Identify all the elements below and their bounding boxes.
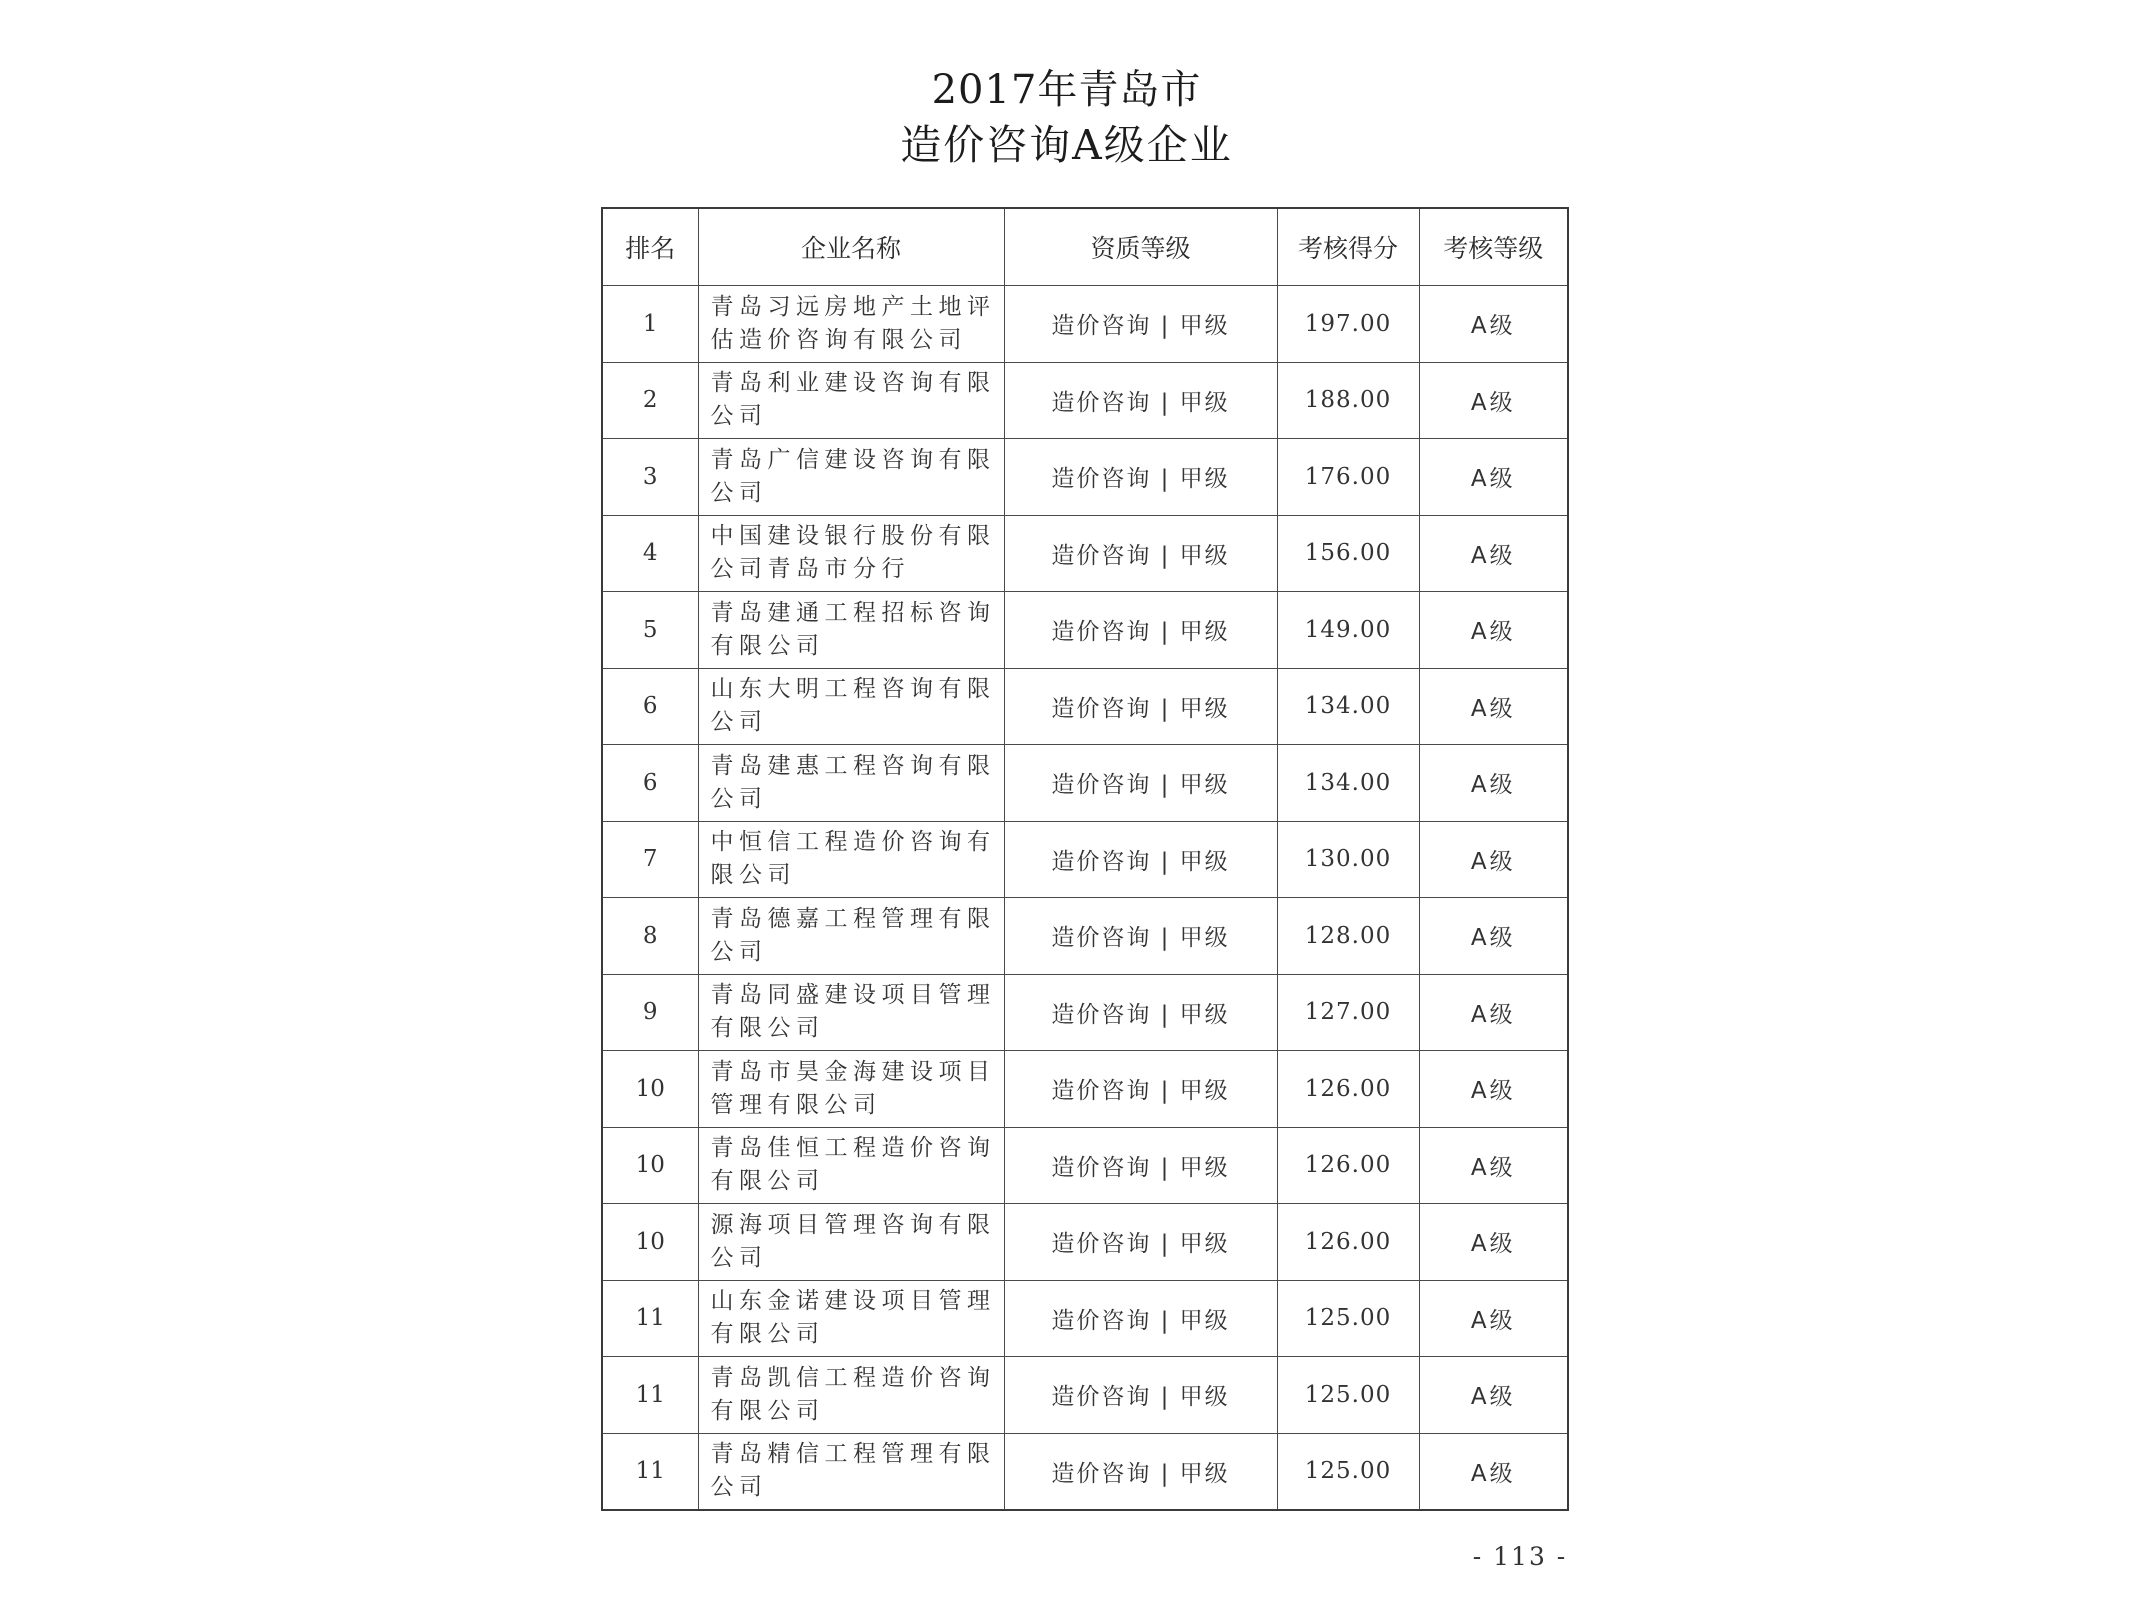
company-name-cell: 青岛凯信工程造价咨询有限公司 xyxy=(698,1357,1004,1434)
enterprise-ranking-table xyxy=(601,207,1569,1511)
level-cell: A级 xyxy=(1419,821,1568,898)
company-name-cell: 青岛德嘉工程管理有限公司 xyxy=(698,898,1004,975)
rank-cell: 2 xyxy=(602,362,698,439)
table-row xyxy=(602,1357,1568,1434)
qualification-cell: 造价咨询 | 甲级 xyxy=(1004,592,1277,669)
score-cell: 126.00 xyxy=(1277,1204,1419,1281)
company-name-cell: 中国建设银行股份有限公司青岛市分行 xyxy=(698,515,1004,592)
header-level: 考核等级 xyxy=(1419,208,1568,286)
rank-cell: 6 xyxy=(602,745,698,822)
table-header-row xyxy=(602,208,1568,286)
rank-cell: 10 xyxy=(602,1051,698,1128)
table-row xyxy=(602,592,1568,669)
level-cell: A级 xyxy=(1419,1280,1568,1357)
table-row xyxy=(602,286,1568,363)
table-row xyxy=(602,668,1568,745)
qualification-cell: 造价咨询 | 甲级 xyxy=(1004,668,1277,745)
table-row xyxy=(602,745,1568,822)
level-cell: A级 xyxy=(1419,439,1568,516)
company-name-cell: 山东大明工程咨询有限公司 xyxy=(698,668,1004,745)
score-cell: 125.00 xyxy=(1277,1357,1419,1434)
company-name-cell: 青岛佳恒工程造价咨询有限公司 xyxy=(698,1127,1004,1204)
header-score: 考核得分 xyxy=(1277,208,1419,286)
rank-cell: 3 xyxy=(602,439,698,516)
level-cell: A级 xyxy=(1419,286,1568,363)
score-cell: 156.00 xyxy=(1277,515,1419,592)
qualification-cell: 造价咨询 | 甲级 xyxy=(1004,515,1277,592)
level-cell: A级 xyxy=(1419,1051,1568,1128)
company-name-cell: 青岛利业建设咨询有限公司 xyxy=(698,362,1004,439)
company-name-cell: 源海项目管理咨询有限公司 xyxy=(698,1204,1004,1281)
level-cell: A级 xyxy=(1419,1204,1568,1281)
level-cell: A级 xyxy=(1419,898,1568,975)
table-row xyxy=(602,1127,1568,1204)
qualification-cell: 造价咨询 | 甲级 xyxy=(1004,362,1277,439)
qualification-cell: 造价咨询 | 甲级 xyxy=(1004,1051,1277,1128)
rank-cell: 10 xyxy=(602,1204,698,1281)
qualification-cell: 造价咨询 | 甲级 xyxy=(1004,1433,1277,1510)
score-cell: 176.00 xyxy=(1277,439,1419,516)
table-row xyxy=(602,515,1568,592)
score-cell: 149.00 xyxy=(1277,592,1419,669)
score-cell: 125.00 xyxy=(1277,1433,1419,1510)
score-cell: 125.00 xyxy=(1277,1280,1419,1357)
company-name-cell: 青岛市昊金海建设项目管理有限公司 xyxy=(698,1051,1004,1128)
table-row xyxy=(602,1051,1568,1128)
rank-cell: 11 xyxy=(602,1357,698,1434)
table-row xyxy=(602,974,1568,1051)
score-cell: 128.00 xyxy=(1277,898,1419,975)
document-title-year-city: 2017年青岛市 xyxy=(931,67,1202,113)
qualification-cell: 造价咨询 | 甲级 xyxy=(1004,286,1277,363)
qualification-cell: 造价咨询 | 甲级 xyxy=(1004,439,1277,516)
header-qualification: 资质等级 xyxy=(1004,208,1277,286)
table-row xyxy=(602,439,1568,516)
rank-cell: 11 xyxy=(602,1433,698,1510)
page-number: - 113 - xyxy=(1472,1542,1568,1571)
table-row xyxy=(602,1280,1568,1357)
table-row xyxy=(602,821,1568,898)
rank-cell: 7 xyxy=(602,821,698,898)
level-cell: A级 xyxy=(1419,668,1568,745)
score-cell: 134.00 xyxy=(1277,745,1419,822)
score-cell: 134.00 xyxy=(1277,668,1419,745)
qualification-cell: 造价咨询 | 甲级 xyxy=(1004,821,1277,898)
company-name-cell: 青岛同盛建设项目管理有限公司 xyxy=(698,974,1004,1051)
table-body xyxy=(602,286,1568,1511)
table-row xyxy=(602,898,1568,975)
level-cell: A级 xyxy=(1419,745,1568,822)
level-cell: A级 xyxy=(1419,592,1568,669)
score-cell: 188.00 xyxy=(1277,362,1419,439)
qualification-cell: 造价咨询 | 甲级 xyxy=(1004,1357,1277,1434)
company-name-cell: 青岛建惠工程咨询有限公司 xyxy=(698,745,1004,822)
qualification-cell: 造价咨询 | 甲级 xyxy=(1004,1127,1277,1204)
rank-cell: 4 xyxy=(602,515,698,592)
qualification-cell: 造价咨询 | 甲级 xyxy=(1004,1204,1277,1281)
rank-cell: 11 xyxy=(602,1280,698,1357)
qualification-cell: 造价咨询 | 甲级 xyxy=(1004,974,1277,1051)
level-cell: A级 xyxy=(1419,1433,1568,1510)
table-row xyxy=(602,1433,1568,1510)
rank-cell: 9 xyxy=(602,974,698,1051)
level-cell: A级 xyxy=(1419,1127,1568,1204)
table-row xyxy=(602,1204,1568,1281)
level-cell: A级 xyxy=(1419,515,1568,592)
rank-cell: 10 xyxy=(602,1127,698,1204)
header-rank: 排名 xyxy=(602,208,698,286)
qualification-cell: 造价咨询 | 甲级 xyxy=(1004,898,1277,975)
level-cell: A级 xyxy=(1419,1357,1568,1434)
score-cell: 126.00 xyxy=(1277,1127,1419,1204)
company-name-cell: 中恒信工程造价咨询有限公司 xyxy=(698,821,1004,898)
company-name-cell: 青岛广信建设咨询有限公司 xyxy=(698,439,1004,516)
table-row xyxy=(602,362,1568,439)
score-cell: 130.00 xyxy=(1277,821,1419,898)
score-cell: 126.00 xyxy=(1277,1051,1419,1128)
rank-cell: 6 xyxy=(602,668,698,745)
score-cell: 127.00 xyxy=(1277,974,1419,1051)
company-name-cell: 青岛精信工程管理有限公司 xyxy=(698,1433,1004,1510)
rank-cell: 5 xyxy=(602,592,698,669)
header-company-name: 企业名称 xyxy=(698,208,1004,286)
level-cell: A级 xyxy=(1419,974,1568,1051)
level-cell: A级 xyxy=(1419,362,1568,439)
score-cell: 197.00 xyxy=(1277,286,1419,363)
company-name-cell: 青岛建通工程招标咨询有限公司 xyxy=(698,592,1004,669)
company-name-cell: 山东金诺建设项目管理有限公司 xyxy=(698,1280,1004,1357)
company-name-cell: 青岛习远房地产土地评估造价咨询有限公司 xyxy=(698,286,1004,363)
qualification-cell: 造价咨询 | 甲级 xyxy=(1004,1280,1277,1357)
rank-cell: 8 xyxy=(602,898,698,975)
qualification-cell: 造价咨询 | 甲级 xyxy=(1004,745,1277,822)
rank-cell: 1 xyxy=(602,286,698,363)
document-title-subject: 造价咨询A级企业 xyxy=(900,121,1233,169)
